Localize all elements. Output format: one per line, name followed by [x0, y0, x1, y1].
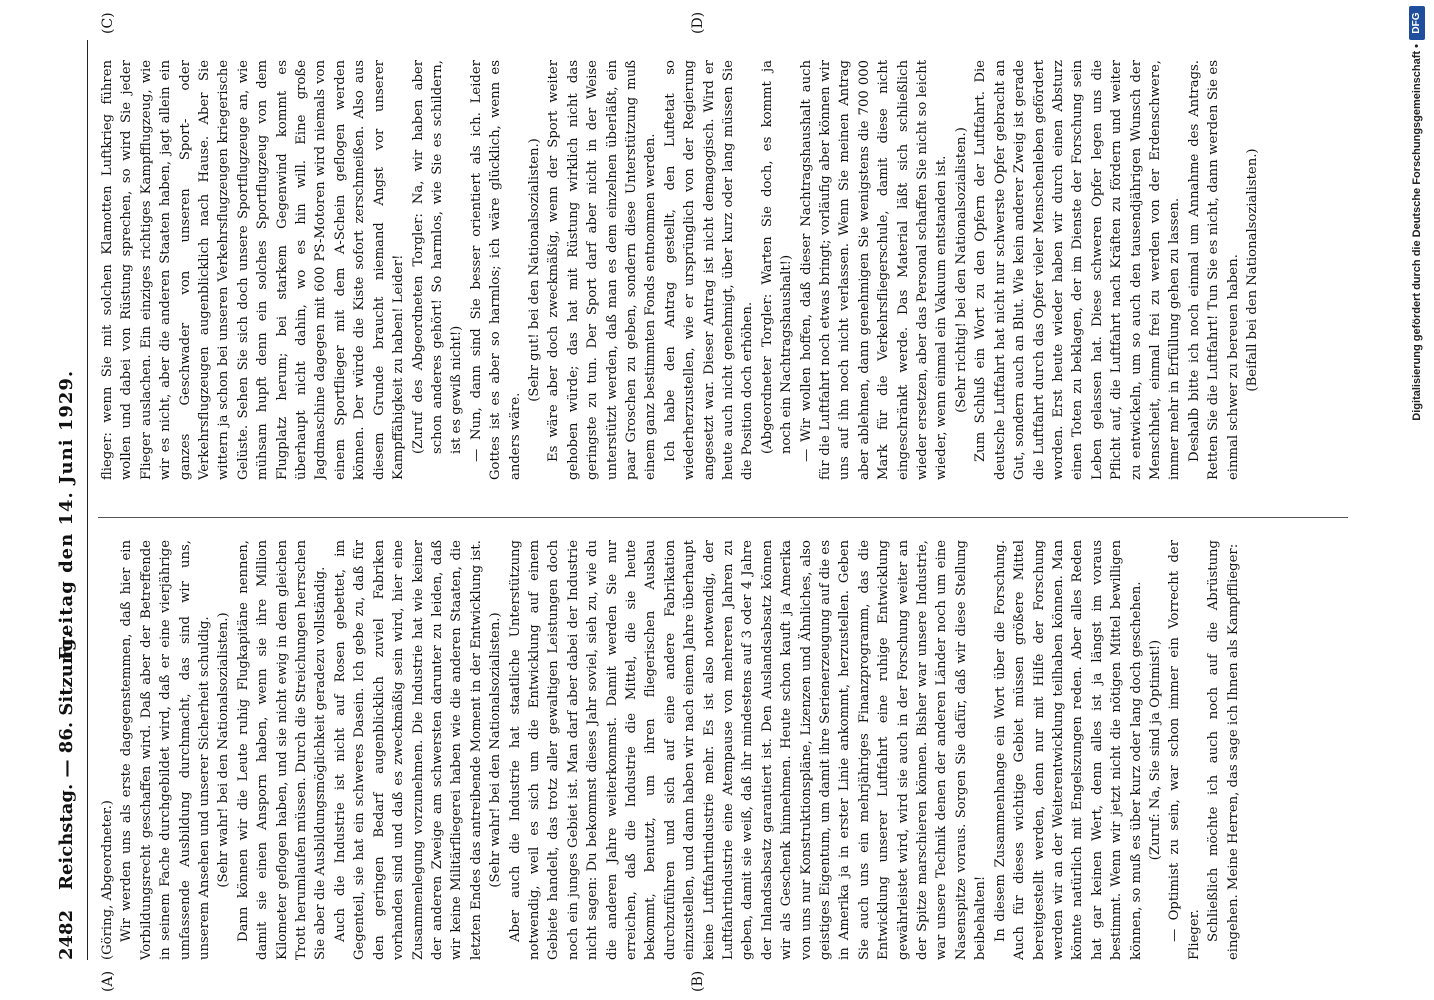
- page-number: 2482: [56, 909, 77, 960]
- right-column-paragraph: — Nun, dann sind Sie besser orientiert als ich. Leider Gottes ist es aber so harmlos; ich wäre glücklich, wenn es anders wäre.: [468, 60, 523, 480]
- left-column-paragraph: Aber auch die Industrie hat staatliche Unterstützung notwendig, weil es sich um die Entwicklung auf einem Gebiete handelt, das trotz aller gewaltigen Leistungen doch noch ein junges Gebiet ist. Man darf aber dabei der Industrie nicht sagen: Du bekommst dieses Jahr soviel, sieh zu, wie du die anderen Jahre weiterkommst. Damit werden Sie nur erreichen, daß die Industrie die Mittel, die sie heute bekommt, benutzt, um ihren fliegerischen Ausbau durchzuführen und sich auf eine andere Fabrikation einzustellen, und dann haben wir nach einem Jahre überhaupt keine Luftfahrtindustrie mehr. Es ist also notwendig, der Luftfahrtindustrie eine Atempause von mehreren Jahren zu geben, damit sie weiß, daß ihr mindestens auf 3 oder 4 Jahre der Inlandsabsatz garantiert ist. Den Auslandsabsatz können wir als Geschenk hinnehmen. Heute schon kauft ja Amerika von uns nur Konstruktionspläne, Lizenzen und Ähnliches, also geistiges Eigentum, um damit ihre Serienerzeugung auf die es in Amerika ja in erster Linie ankommt, herzustellen. Geben Sie auch uns ein mehrjähriges Finanzprogramm, das die Entwicklung unserer Luftfahrt eine ruhige Entwicklung gewährleistet wird, wird sie auch in der Forschung weiter an der Spitze marschieren können. Bisher war unsere Industrie, war unsere Technik denen der anderen Länder noch um eine Nasenspitze voraus. Sorgen Sie dafür, daß wir diese Stellung beibehalten!: [507, 540, 989, 960]
- left-column-paragraph: Dann können wir die Leute ruhig Flugkapitäne nennen, damit sie einen Ansporn haben, wenn sie ihre Million Kilometer geflogen haben, und sie nicht ewig in dem gleichen Trott herumlaufen müssen. Durch die Streichungen herrschen Sie aber die Ausbildungsmöglichkeit geradezu vollständig.: [235, 540, 329, 960]
- right-column-paragraph: — Wir wollen hoffen, daß dieser Nachtragshaushalt auch für die Luftfahrt noch etwas bringt; vorläufig aber können wir uns auf ihn noch nicht verlassen. Wenn Sie meinen Antrag aber ablehnen, dann genehmigen Sie wenigstens die 700 000 Mark für die Verkehrsfliegerschule, damit diese nicht eingeschränkt werde. Das Material läßt sich schließlich wieder ersetzen, aber das Personal schaffen Sie nicht so leicht wieder, wenn einmal ein Vakuum entstanden ist.: [798, 60, 950, 480]
- left-column-paragraph: In diesem Zusammenhange ein Wort über die Forschung. Auch für dieses wichtige Gebiet müssen größere Mittel bereitgestellt werden, denn nur mit Hilfe der Forschung werden wir an der Weiterentwicklung teilhaben können. Man könnte natürlich mit Engelszungen reden. Aber alles Reden hat gar keinen Wert, denn alles ist ja längst im voraus bestimmt. Wenn wir jetzt nicht die nötigen Mittel bewilligen können, so muß es über kurz oder lang doch geschehen.: [992, 540, 1144, 960]
- margin-letter-c: (C): [100, 12, 116, 34]
- right-column-paragraph: (Sehr gut! bei den Nationalsozialisten.): [526, 138, 542, 402]
- right-column-paragraph: Es wäre aber doch zweckmäßig, wenn der Sport weiter gehoben würde; das hat mit Rüstung wirklich nicht das geringste zu tun. Der Sport darf aber nicht in der Weise unterstützt werden, daß man es dem einzelnen überläßt, ein paar Groschen zu geben, sondern diese Unterstützung muß einem ganz bestimmten Fonds entnommen werden.: [546, 60, 659, 480]
- right-column-paragraph: Deshalb bitte ich noch einmal um Annahme des Antrags. Retten Sie die Luftfahrt! Tun Sie es nicht, dann werden Sie es einmal schwer zu bereuen haben.: [1186, 60, 1241, 480]
- left-column-paragraph: (Göring, Abgeordneter.): [100, 800, 115, 960]
- left-column-paragraph: (Sehr wahr! bei den Nationalsozialisten.): [216, 612, 232, 888]
- left-column-paragraph: — Optimist zu sein, war schon immer ein Vorrecht der Flieger.: [1167, 540, 1202, 960]
- right-column-paragraph: (Abgeordneter Torgler: Warten Sie doch, es kommt ja noch ein Nachtragshaushalt!): [759, 60, 795, 454]
- column-divider: [98, 517, 1348, 518]
- rotated-page-content: [50, 0, 1370, 1000]
- right-column-paragraph: Zum Schluß ein Wort zu den Opfern der Luftfahrt. Die deutsche Luftfahrt hat nicht nur schwerste Opfer gebracht an Gut, sondern auch an Blut. Wie kein anderer Zweig ist gerade die Luftfahrt durch das Opfer vieler Menschenleben gefördert worden. Erst heute wieder haben wir durch einen Absturz einen Toten zu beklagen, der im Dienste der Forschung sein Leben gelassen hat. Diese schweren Opfer legen uns die Pflicht auf, die Luftfahrt nach Kräften zu fördern und weiter zu entwickeln, um so auch den tausendjährigen Wunsch der Menschheit, einmal frei zu werden von der Erdenschwere, immer mehr in Erfüllung gehen zu lassen.: [973, 60, 1183, 480]
- right-column-paragraph: (Sehr richtig! bei den Nationalsozialisten.): [953, 127, 969, 413]
- dfg-logo: DFG: [1409, 6, 1425, 40]
- left-column-paragraph: (Zuruf: Na, Sie sind ja Optimist!): [1147, 639, 1163, 861]
- right-column-paragraph: (Beifall bei den Nationalsozialisten.): [1244, 148, 1260, 392]
- right-column: [98, 60, 1348, 480]
- margin-letter-d: (D): [690, 11, 706, 34]
- header-rule: [87, 40, 88, 960]
- margin-letter-b: (B): [690, 970, 706, 992]
- left-column-paragraph: Schließlich möchte ich auch noch auf die Abrüstung eingehen. Meine Herren, das sage ich Ihnen als Kampfflieger:: [1206, 540, 1241, 960]
- left-column: [98, 540, 1348, 960]
- page-header: [50, 40, 90, 960]
- right-column-paragraph: (Zuruf des Abgeordneten Torgler: Na, wir haben aber schon anderes gehört! So harmlos, wie Sie es schildern, ist es gewiß nicht!): [410, 60, 465, 454]
- right-column-paragraph: Ich habe den Antrag gestellt, den Luftetat so wiederherzustellen, wie er ursprünglich von der Regierung angesetzt war. Dieser Antrag ist nicht demagogisch. Wird er heute auch nicht genehmigt, über kurz oder lang müssen Sie die Position doch erhöhen.: [662, 60, 756, 480]
- date-heading: Freitag den 14. Juni 1929.: [56, 369, 77, 660]
- right-column-paragraph: flieger: wenn Sie mit solchen Klamotten Luftkrieg führen wollen und dabei von Rüstung sprechen, so wird Sie jeder Flieger auslachen. Ein einziges richtiges Kampfflugzeug, wie wir es nicht, aber die anderen Staaten haben, jagt allein ein ganzes Geschwader von unseren Sport- oder Verkehrsflugzeugen augenblicklich nach Hause. Aber Sie wittern ja schon bei unseren Verkehrsflugzeugen kriegerische Gelüste. Sehen Sie sich doch unsere Sportflugzeuge an, wie mühsam hupft denn ein solches Sportflugzeug von dem Flugplatz herum; bei starkem Gegenwind kommt es überhaupt nicht dahin, wo es hin will. Eine große Jagdmaschine dagegen mit 600 PS-Motoren wird niemals von einem Sportflieger mit dem A-Schein geflogen werden können. Der würde die Kiste sofort zerschmeißen. Also aus diesem Grunde braucht niemand Angst vor unserer Kampffähigkeit zu haben! Leider!: [100, 60, 407, 480]
- margin-letter-a: (A): [100, 970, 116, 992]
- left-column-paragraph: Auch die Industrie ist nicht auf Rosen gebettet, im Gegenteil, sie hat ein schweres Dasein. Ich gebe zu, daß für den geringen Bedarf augenblicklich zuviel Fabriken vorhanden sind und daß es zweckmäßig sein wird, hier eine Zusammenlegung vorzunehmen. Die Industrie hat wie keiner der anderen Zweige am schwersten darunter zu leiden, daß wir keine Militärfliegerei haben wie die anderen Staaten, die letzten Endes das antreibende Moment in der Entwicklung ist.: [332, 540, 484, 960]
- credit-text: Digitalisierung gefördert durch die Deutsche Forschungsgemeinschaft •: [1411, 44, 1423, 421]
- left-column-paragraph: Wir werden uns als erste dagegenstemmen, daß hier ein Vorbildungsrecht geschaffen wird. Daß aber der Betreffende in seinem Fache durchgebildet wird, daß er eine vierjährige umfassende Ausbildung durchmacht, das sind wir uns, unserem Ansehen und unserer Sicherheit schuldig.: [119, 540, 213, 960]
- left-column-paragraph: (Sehr wahr! bei den Nationalsozialisten.): [488, 612, 504, 888]
- digitization-credit: [1409, 0, 1429, 1000]
- session-heading: Reichstag. — 86. Sitzung.: [56, 632, 77, 890]
